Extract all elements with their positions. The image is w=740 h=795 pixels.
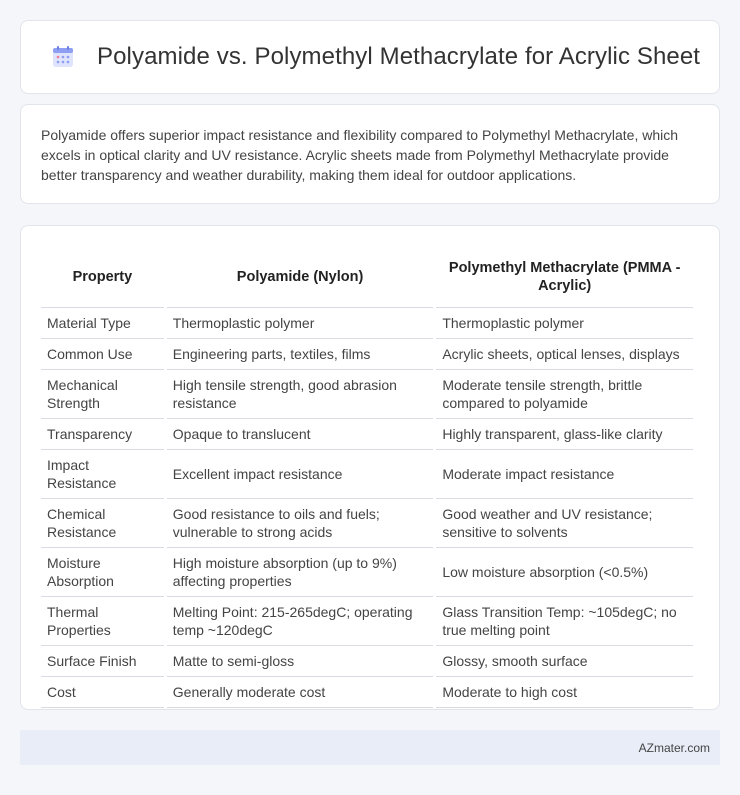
property-cell: Impact Resistance	[41, 450, 164, 499]
polyamide-cell: Opaque to translucent	[167, 419, 434, 450]
comparison-table-card	[20, 225, 720, 710]
table-header-row	[41, 246, 693, 308]
pmma-cell: Glass Transition Temp: ~105degC; no true melting point	[436, 597, 693, 646]
table-row	[41, 419, 693, 450]
polyamide-cell: Generally moderate cost	[167, 677, 434, 708]
property-cell: Cost	[41, 677, 164, 708]
table-row	[41, 370, 693, 419]
property-cell: Material Type	[41, 308, 164, 339]
pmma-cell: Highly transparent, glass-like clarity	[436, 419, 693, 450]
property-cell: Chemical Resistance	[41, 499, 164, 548]
pmma-cell: Good weather and UV resistance; sensitive to solvents	[436, 499, 693, 548]
pmma-cell: Glossy, smooth surface	[436, 646, 693, 677]
intro-paragraph: Polyamide offers superior impact resistance and flexibility compared to Polymethyl Methacrylate, which excels in optical clarity and UV resistance. Acrylic sheets made from Polymethyl Methacrylate provide better transparency and weather durability, making them ideal for outdoor applications.	[41, 127, 679, 183]
table-row	[41, 548, 693, 597]
pmma-cell: Acrylic sheets, optical lenses, displays	[436, 339, 693, 370]
pmma-cell: Moderate impact resistance	[436, 450, 693, 499]
header-pmma: Polymethyl Methacrylate (PMMA - Acrylic)	[436, 246, 693, 308]
pmma-cell: Moderate tensile strength, brittle compared to polyamide	[436, 370, 693, 419]
property-cell: Mechanical Strength	[41, 370, 164, 419]
footer-bar	[20, 730, 720, 765]
table-row	[41, 646, 693, 677]
polyamide-cell: Melting Point: 215-265degC; operating temp ~120degC	[167, 597, 434, 646]
title-card	[20, 20, 720, 94]
property-cell: Thermal Properties	[41, 597, 164, 646]
polyamide-cell: High tensile strength, good abrasion resistance	[167, 370, 434, 419]
polyamide-cell: High moisture absorption (up to 9%) affecting properties	[167, 548, 434, 597]
header-polyamide: Polyamide (Nylon)	[167, 246, 434, 308]
pmma-cell: Thermoplastic polymer	[436, 308, 693, 339]
comparison-table	[38, 246, 696, 708]
table-row	[41, 308, 693, 339]
intro-card	[20, 104, 720, 204]
table-row	[41, 499, 693, 548]
table-row	[41, 450, 693, 499]
table-row	[41, 597, 693, 646]
page-title: Polyamide vs. Polymethyl Methacrylate for Acrylic Sheet	[97, 43, 701, 70]
polyamide-cell: Good resistance to oils and fuels; vulnerable to strong acids	[167, 499, 434, 548]
table-row	[41, 677, 693, 708]
property-cell: Common Use	[41, 339, 164, 370]
table-row	[41, 339, 693, 370]
property-cell: Moisture Absorption	[41, 548, 164, 597]
polyamide-cell: Thermoplastic polymer	[167, 308, 434, 339]
pmma-cell: Moderate to high cost	[436, 677, 693, 708]
pmma-cell: Low moisture absorption (<0.5%)	[436, 548, 693, 597]
property-cell: Surface Finish	[41, 646, 164, 677]
polyamide-cell: Matte to semi-gloss	[167, 646, 434, 677]
calendar-icon	[51, 45, 75, 69]
property-cell: Transparency	[41, 419, 164, 450]
footer-brand: AZmater.com	[638, 740, 710, 755]
polyamide-cell: Excellent impact resistance	[167, 450, 434, 499]
header-property: Property	[41, 246, 164, 308]
polyamide-cell: Engineering parts, textiles, films	[167, 339, 434, 370]
